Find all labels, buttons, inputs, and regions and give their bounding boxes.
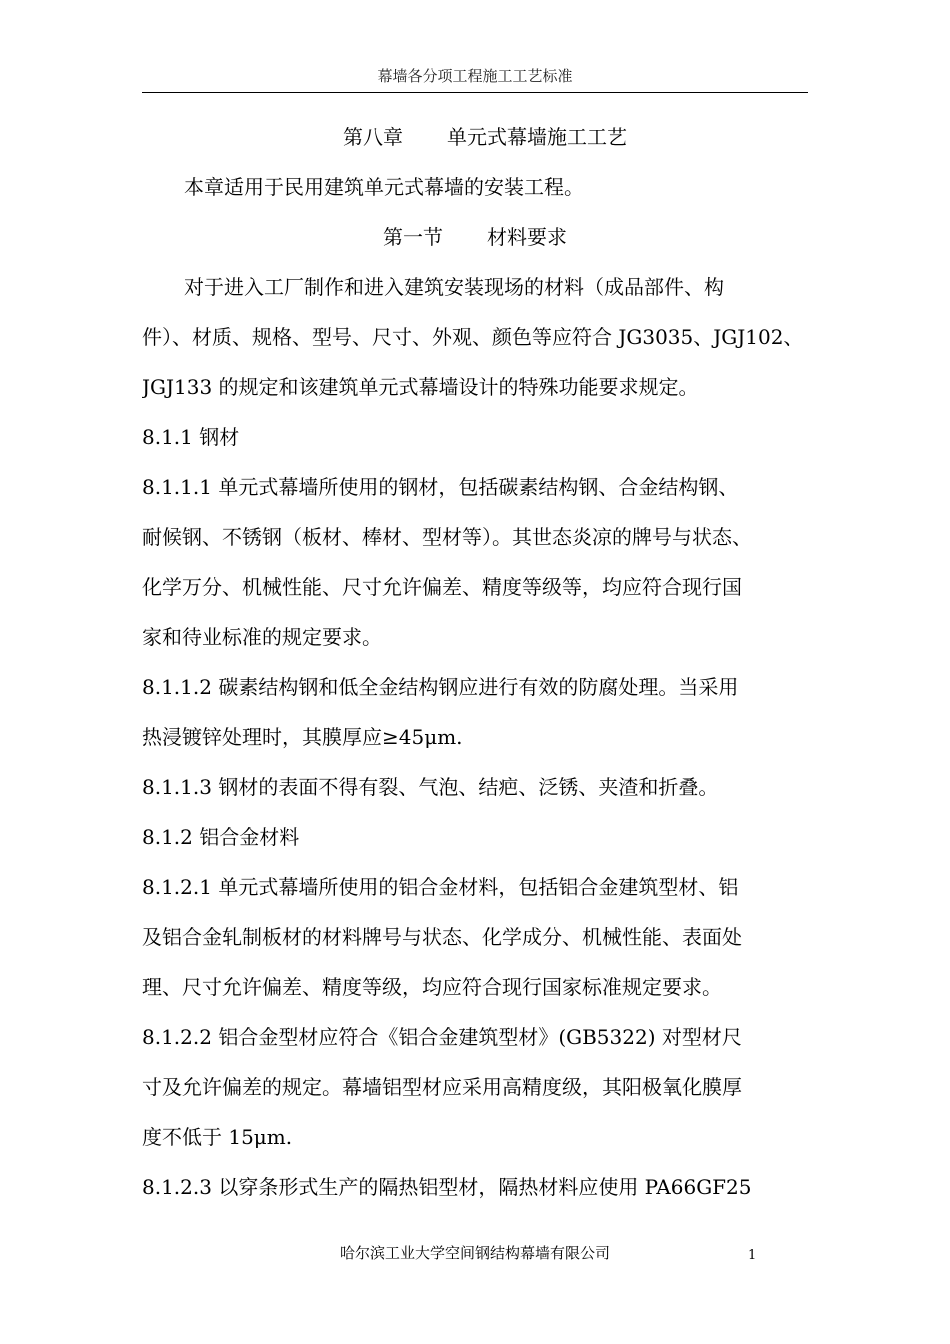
text-line: 8.1.2.3 以穿条形式生产的隔热铝型材，隔热材料应使用 PA66GF25 [142, 1175, 752, 1199]
section-number: 第一节 [383, 225, 443, 249]
chapter-title: 单元式幕墙施工工艺 [447, 125, 627, 149]
text-line: 度不低于 15μm. [142, 1125, 293, 1149]
text-line: 耐候钢、不锈钢（板材、棒材、型材等）。其世态炎凉的牌号与状态、 [142, 525, 752, 549]
chapter-number: 第八章 [343, 125, 403, 149]
text-line: 8.1.1 钢材 [142, 425, 240, 449]
chapter-heading [142, 112, 808, 162]
text-line: 寸及允许偏差的规定。幕墙铝型材应采用高精度级，其阳极氧化膜厚 [142, 1075, 742, 1099]
text-line: 8.1.2.1 单元式幕墙所使用的铝合金材料，包括铝合金建筑型材、铝 [142, 875, 739, 899]
text-line: 热浸镀锌处理时，其膜厚应≥45μm. [142, 725, 463, 749]
text-line: 8.1.1.1 单元式幕墙所使用的钢材，包括碳素结构钢、合金结构钢、 [142, 475, 739, 499]
document-body [142, 112, 808, 1212]
text-line: 理、尺寸允许偏差、精度等级，均应符合现行国家标准规定要求。 [142, 975, 722, 999]
text-line: 对于进入工厂制作和进入建筑安装现场的材料（成品部件、构 [184, 275, 724, 299]
text-line: 化学万分、机械性能、尺寸允许偏差、精度等级等，均应符合现行国 [142, 575, 742, 599]
text-line: 8.1.1.3 钢材的表面不得有裂、气泡、结疤、泛锈、夹渣和折叠。 [142, 775, 719, 799]
section-title: 材料要求 [487, 225, 567, 249]
section-heading [142, 212, 808, 262]
text-line: 8.1.2.2 铝合金型材应符合《铝合金建筑型材》(GB5322) 对型材尺 [142, 1025, 742, 1049]
scope-paragraph: 本章适用于民用建筑单元式幕墙的安装工程。 [184, 175, 584, 199]
header-title: 幕墙各分项工程施工工艺标准 [377, 67, 573, 85]
footer-company: 哈尔滨工业大学空间钢结构幕墙有限公司 [339, 1244, 610, 1262]
text-line: 及铝合金轧制板材的材料牌号与状态、化学成分、机械性能、表面处 [142, 925, 742, 949]
text-line: 8.1.2 铝合金材料 [142, 825, 300, 849]
text-line: 8.1.1.2 碳素结构钢和低全金结构钢应进行有效的防腐处理。当采用 [142, 675, 739, 699]
text-line: 家和待业标准的规定要求。 [142, 625, 382, 649]
page-number: 1 [748, 1248, 757, 1263]
header-divider [142, 92, 808, 93]
text-lines [142, 262, 808, 1212]
text-line: 件）、材质、规格、型号、尺寸、外观、颜色等应符合 JG3035、JGJ102、 [142, 325, 804, 349]
text-line: JGJ133 的规定和该建筑单元式幕墙设计的特殊功能要求规定。 [142, 375, 699, 399]
